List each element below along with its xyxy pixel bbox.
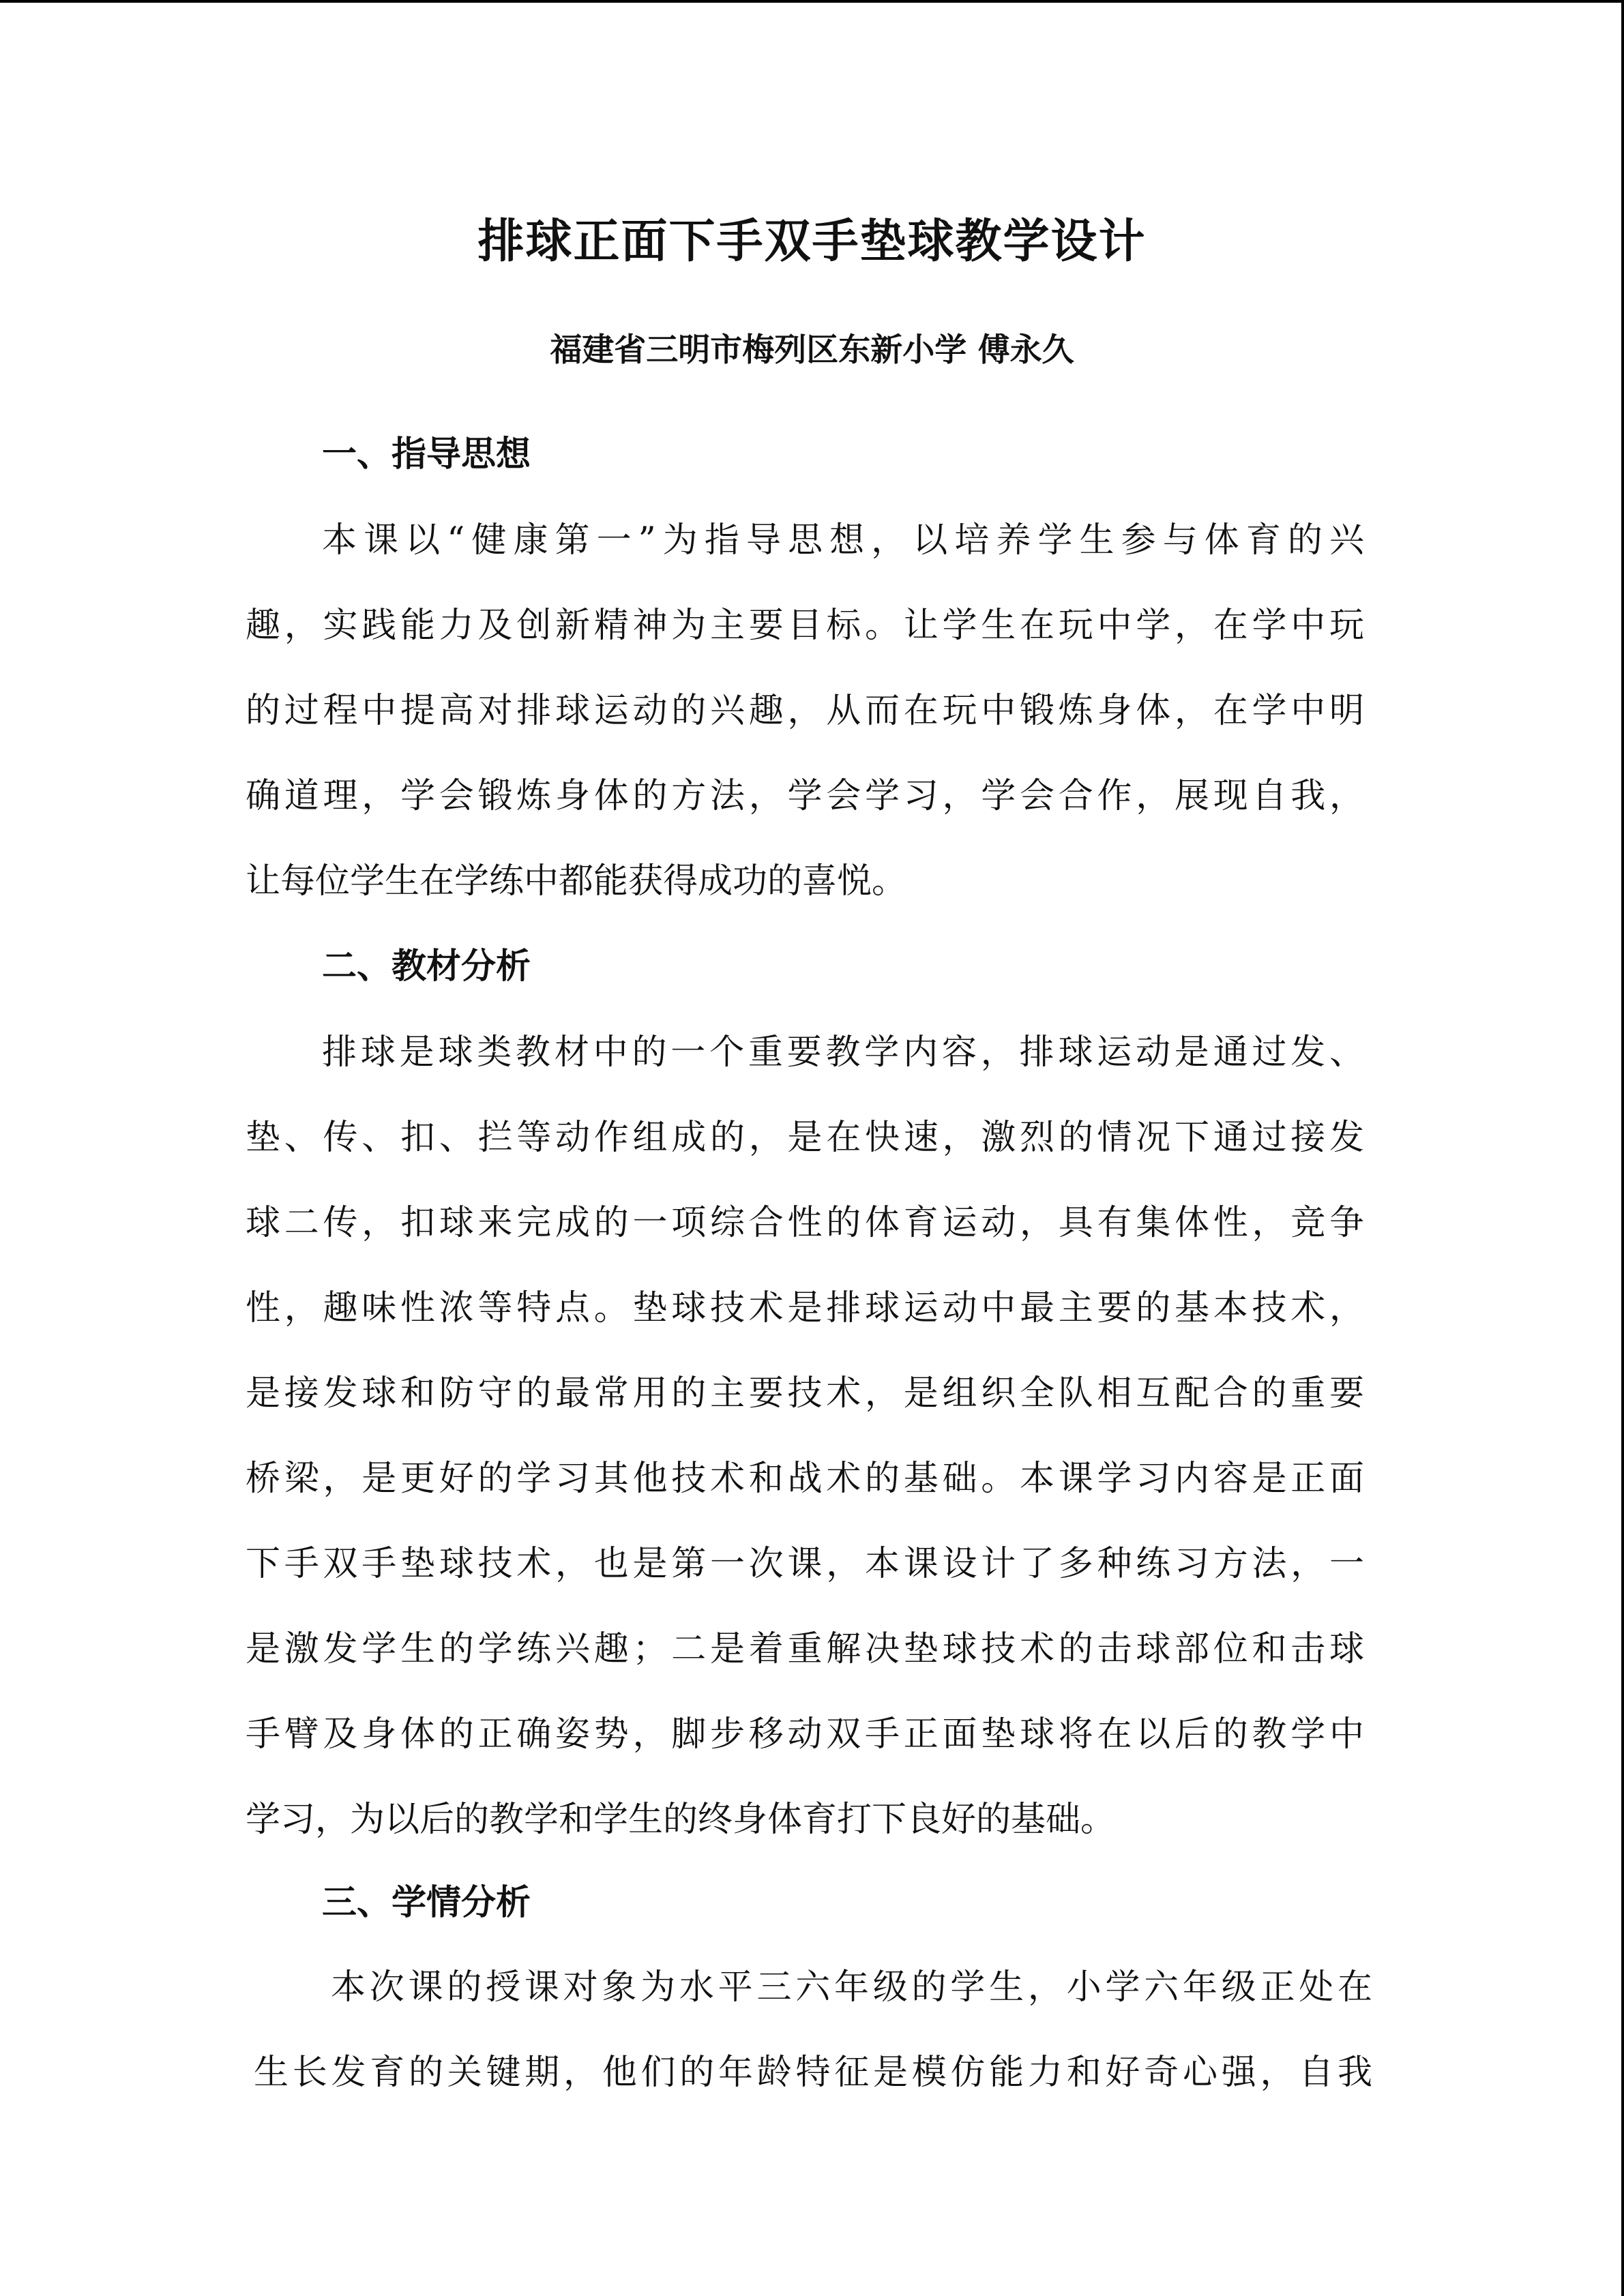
body-line: 球二传，扣球来完成的一项综合性的体育运动，具有集体性，竞争 <box>246 1203 1364 1243</box>
section-body-guiding-ideology <box>246 498 1364 924</box>
body-line: 学习，为以后的教学和学生的终身体育打下良好的基础。 <box>246 1800 1116 1840</box>
body-line: 的过程中提高对排球运动的兴趣，从而在玩中锻炼身体，在学中明 <box>246 691 1364 731</box>
body-line: 性，趣味性浓等特点。垫球技术是排球运动中最主要的基本技术， <box>246 1288 1364 1328</box>
body-line: 下手双手垫球技术，也是第一次课，本课设计了多种练习方法，一 <box>246 1544 1364 1584</box>
document-title: 排球正面下手双手垫球教学设计 <box>477 214 1147 269</box>
section-body-learner-analysis <box>246 1945 1372 2115</box>
body-line: 本次课的授课对象为水平三六年级的学生，小学六年级正处在 <box>331 1967 1372 2008</box>
section-heading-material-analysis: 二、教材分析 <box>322 946 531 987</box>
body-line: 趣，实践能力及创新精神为主要目标。让学生在玩中学，在学中玩 <box>246 606 1364 646</box>
section-heading-guiding-ideology: 一、指导思想 <box>322 434 531 475</box>
body-line: 排球是球类教材中的一个重要教学内容，排球运动是通过发、 <box>322 1032 1364 1073</box>
section-body-material-analysis <box>246 1010 1364 1862</box>
body-line: 本课以“健康第一”为指导思想，以培养学生参与体育的兴 <box>322 520 1364 561</box>
body-line: 让每位学生在学练中都能获得成功的喜悦。 <box>246 861 907 901</box>
body-line: 桥梁，是更好的学习其他技术和战术的基础。本课学习内容是正面 <box>246 1459 1364 1499</box>
body-line: 是激发学生的学练兴趣；二是着重解决垫球技术的击球部位和击球 <box>246 1629 1364 1669</box>
body-line: 手臂及身体的正确姿势，脚步移动双手正面垫球将在以后的教学中 <box>246 1714 1364 1755</box>
body-line: 垫、传、扣、拦等动作组成的，是在快速，激烈的情况下通过接发 <box>246 1118 1364 1158</box>
section-heading-learner-analysis: 三、学情分析 <box>322 1882 531 1923</box>
body-line: 确道理，学会锻炼身体的方法，学会学习，学会合作，展现自我， <box>246 776 1364 816</box>
body-line: 是接发球和防守的最常用的主要技术，是组织全队相互配合的重要 <box>246 1373 1364 1414</box>
body-line: 生长发育的关键期，他们的年龄特征是模仿能力和好奇心强，自我 <box>254 2053 1372 2093</box>
document-author: 福建省三明市梅列区东新小学 傅永久 <box>550 331 1074 369</box>
